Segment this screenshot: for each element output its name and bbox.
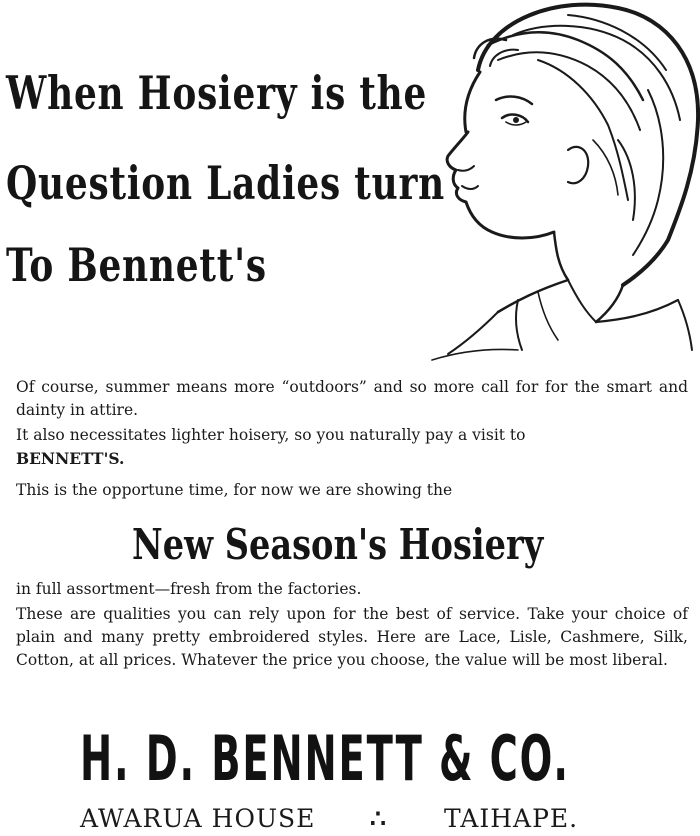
opportune-paragraph: This is the opportune time, for now we are showing the	[16, 481, 453, 499]
visit-text: It also necessitates lighter hoisery, so you naturally pay a visit to	[16, 426, 526, 444]
qualities-paragraph: These are qualities you can rely upon for the best of service. Take your choice of plain and many pretty embroidered styles. Here are Lace, Lisle, Cashmere, Silk, Cotton, at all prices. Whatever the price you choose, the value will be most liberal.	[16, 605, 688, 669]
address-separator: ∴	[370, 804, 387, 833]
assortment-line: in full assortment—fresh from the factories.	[16, 580, 362, 598]
brand-name: BENNETT'S.	[16, 449, 125, 468]
headline-line-1: When Hosiery is the	[6, 66, 428, 120]
firm-name: H. D. BENNETT & CO.	[80, 722, 570, 795]
headline-line-3: To Bennett's	[6, 238, 267, 292]
woman-portrait-illustration	[418, 0, 700, 370]
visit-paragraph	[16, 424, 688, 471]
intro-paragraph: Of course, summer means more “outdoors” and so more call for for the smart and dainty in attire.	[16, 378, 688, 419]
headline-line-2: Question Ladies turn	[6, 156, 446, 210]
address-town: TAIHAPE.	[444, 804, 579, 833]
address-building: AWARUA HOUSE	[80, 804, 316, 833]
feature-heading: New Season's Hosiery	[132, 520, 544, 569]
